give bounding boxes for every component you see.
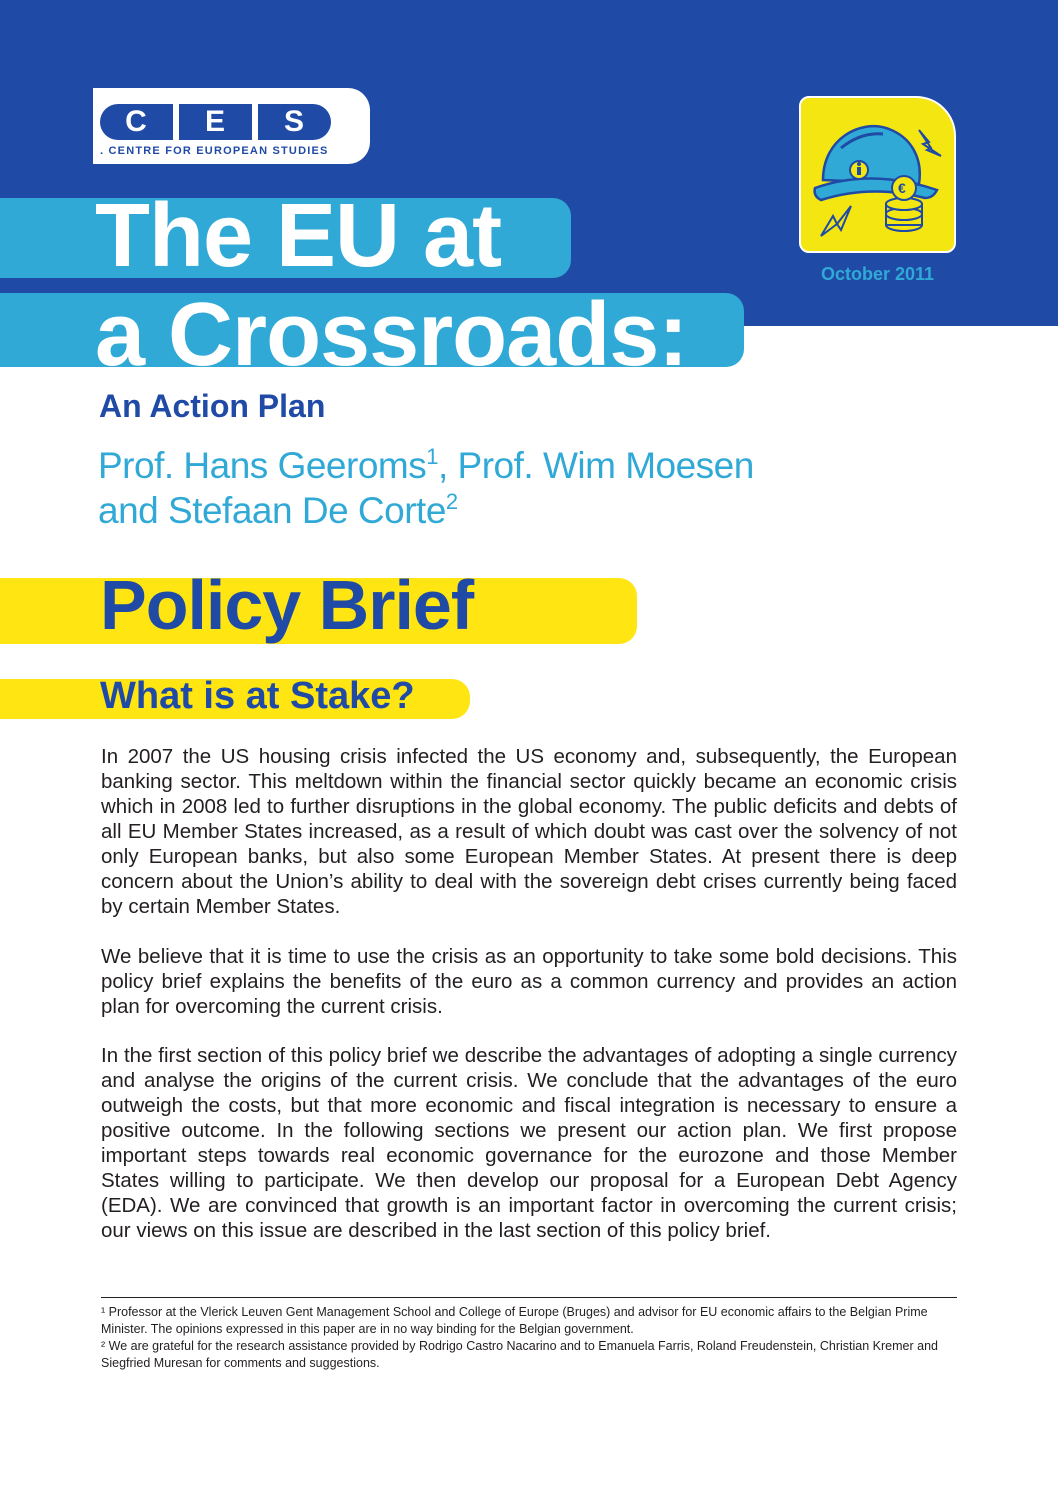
footnote-mark-2: 2 bbox=[445, 489, 458, 514]
footnote-1: ¹ Professor at the Vlerick Leuven Gent Management School and College of Europe (Bruges) and advisor for EU economic affairs to the Belgian Prime Minister. The opinions expressed in this paper are in no way binding for the Belgian government. bbox=[101, 1305, 928, 1336]
author-1: Prof. Hans Geeroms bbox=[98, 445, 427, 486]
authors bbox=[98, 443, 878, 533]
hard-hat-euro-coins-icon bbox=[799, 96, 956, 253]
paragraph: In 2007 the US housing crisis infected the US economy and, subsequently, the European banking sector. This meltdown within the financial sector quickly became an economic crisis which in 2008 led to further disruptions in the global economy. The public deficits and debts of all EU Member States increased, as a result of which doubt was cast over the solvency of not only European banks, but also some European Member States. At present there is deep concern about the Union’s ability to deal with the sovereign debt crises currently being faced by certain Member States. bbox=[101, 745, 957, 918]
title-line-1: The EU at bbox=[95, 186, 502, 286]
paragraph: In the first section of this policy brief we describe the advantages of adopting a single currency and analyse the origins of the current crisis. We conclude that the advantages of the euro outweigh the costs, but that more economic and fiscal integration is necessary to ensure a positive outcome. In the following sections we present our action plan. We first propose important steps towards real economic governance for the eurozone and those Member States willing to participate. We then develop our proposal for a European Debt Agency (EDA). We are convinced that growth is an important factor in overcoming the current crisis; our views on this issue are described in the last section of this policy brief. bbox=[101, 1044, 957, 1242]
author-connector: and bbox=[98, 490, 169, 531]
footnote-divider bbox=[101, 1297, 957, 1298]
footnote-mark-1: 1 bbox=[426, 444, 438, 469]
ces-logo bbox=[93, 88, 370, 164]
logo-letter-e: E bbox=[179, 104, 252, 140]
section-heading: What is at Stake? bbox=[100, 675, 415, 717]
logo-letter-c: C bbox=[100, 104, 173, 140]
footnote-2: ² We are grateful for the research assistance provided by Rodrigo Castro Nacarino and to Emanuela Farris, Roland Freudenstein, Christian Kremer and Siegfried Muresan for comments and suggestions. bbox=[101, 1339, 938, 1370]
author-separator: , bbox=[437, 445, 458, 486]
svg-text:€: € bbox=[898, 180, 906, 196]
doc-type-label: Policy Brief bbox=[100, 566, 474, 644]
footnotes bbox=[101, 1304, 951, 1372]
author-3: Stefaan De Corte bbox=[168, 490, 446, 531]
subtitle: An Action Plan bbox=[99, 388, 326, 424]
author-2: Prof. Wim Moesen bbox=[457, 445, 754, 486]
logo-subtitle: . CENTRE FOR EUROPEAN STUDIES bbox=[100, 145, 329, 157]
title-line-2: a Crossroads: bbox=[95, 285, 688, 385]
paragraph: We believe that it is time to use the crisis as an opportunity to take some bold decisions. This policy brief explains the benefits of the euro as a common currency and provides an action plan for overcoming the current crisis. bbox=[101, 945, 957, 1018]
logo-letter-s: S bbox=[258, 104, 331, 140]
publication-date: October 2011 bbox=[820, 264, 935, 284]
